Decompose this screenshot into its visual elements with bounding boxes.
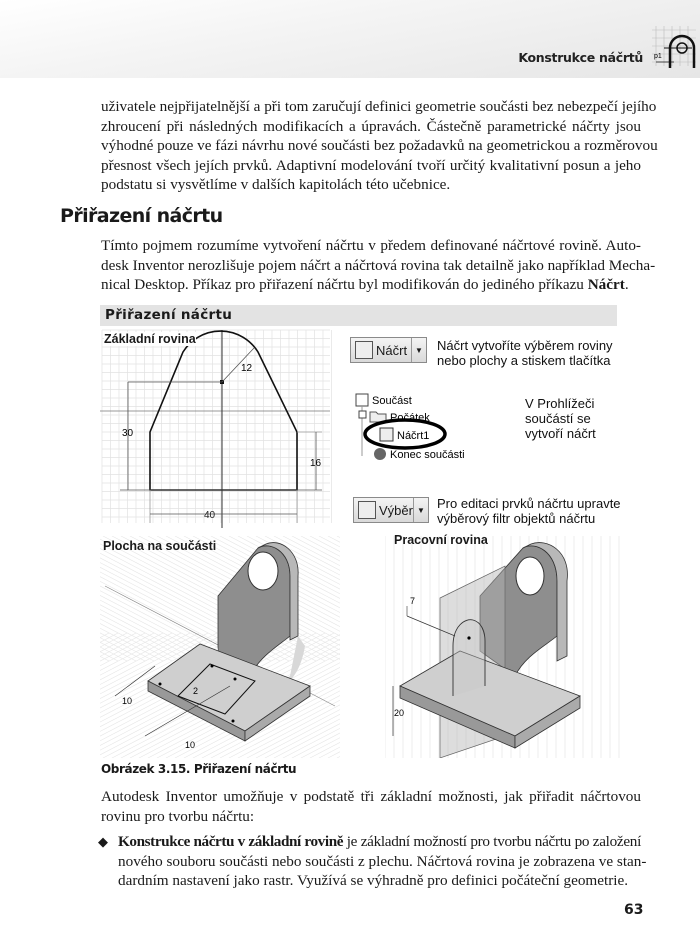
tree-item-end[interactable]: Konec součásti <box>390 449 465 461</box>
face-sketch-image <box>100 536 340 758</box>
end-of-part-icon <box>374 448 386 460</box>
text-line <box>101 275 641 295</box>
base-plane-sketch <box>100 328 335 528</box>
base-plane-label: Základní rovina <box>104 332 196 346</box>
work-plane-label: Pracovní rovina <box>394 533 488 547</box>
after-paragraph <box>101 787 641 826</box>
text-line: podstatu si vysvětlíme v dalších kapitolách této učebnice. <box>101 176 451 194</box>
text-line: zhroucení při následných modifikacích a úpravách. Částečně parametrické náčrty jsou <box>101 117 641 135</box>
tree-item-origin[interactable]: Počátek <box>390 412 430 424</box>
note-line: Pro editaci prvků náčrtu upravte <box>437 496 621 511</box>
sketch-note <box>437 338 613 368</box>
dim-radius: 12 <box>241 363 253 374</box>
figure-title: Přiřazení náčrtu <box>105 307 233 323</box>
note-line: V Prohlížeči <box>525 396 595 411</box>
dim-width: 40 <box>204 510 216 521</box>
text-line: výhodné pouze ve fázi návrhu nové součásti bez požadavků na geometrickou a rozměrovou <box>101 137 658 155</box>
note-line: součástí se <box>525 411 591 426</box>
dim-height: 30 <box>122 428 134 439</box>
face-dim: 2 <box>193 686 199 696</box>
sketch-icon <box>355 341 373 359</box>
header-band <box>0 0 700 78</box>
browser-note <box>525 396 596 441</box>
text-line: desk Inventor nerozlišuje pojem náčrt a náčrtová rovina tak detailně jako například Mecha- <box>101 256 656 274</box>
text-line: Autodesk Inventor umožňuje v podstatě tři základní možnosti, jak přiřadit náčrtovou <box>101 788 641 805</box>
part-icon <box>356 394 368 406</box>
text-line: Tímto pojmem rozumíme vytvoření náčrtu v předem definované náčrtové rovině. Auto- <box>101 237 641 254</box>
text-line: rovinu pro tvorbu náčrtu: <box>101 807 255 825</box>
text-line <box>118 832 641 852</box>
chevron-down-icon[interactable]: ▼ <box>411 338 426 362</box>
browser-tree <box>350 388 480 466</box>
text-line: nového souboru součásti nebo součásti z plechu. Náčrtová rovina je zobrazena ve stan- <box>118 852 647 870</box>
face-label: Plocha na součásti <box>103 539 217 553</box>
select-icon <box>358 501 376 519</box>
grid-line <box>100 633 109 758</box>
select-button-label: Výběr <box>379 502 413 518</box>
grid-line <box>100 536 172 661</box>
grid-line <box>100 536 109 661</box>
dim-side: 16 <box>310 458 322 469</box>
note-line: Náčrt vytvoříte výběrem roviny <box>437 338 613 353</box>
text-span: . <box>624 276 629 294</box>
text-line: dardním nastavení jako rastr. Využívá se výhradně pro definici počáteční geometrie. <box>118 872 629 890</box>
note-line: výběrový filtr objektů náčrtu <box>437 511 596 526</box>
command-name: Náčrt <box>587 276 625 294</box>
grid-line <box>100 536 145 661</box>
intro-paragraph <box>101 97 658 195</box>
bullet-marker: ◆ <box>98 834 108 849</box>
bullet-item <box>98 832 647 891</box>
figure-caption: Obrázek 3.15. Přiřazení náčrtu <box>101 762 297 776</box>
grid-line <box>100 536 127 661</box>
figure-title-bar <box>100 305 617 326</box>
bullet-term: Konstrukce náčrtu v základní rovině <box>118 833 344 850</box>
sketch-chapter-icon <box>652 22 698 70</box>
work-dim: 7 <box>410 596 416 606</box>
select-note <box>437 496 621 526</box>
text-span: je základní možností pro tvorbu náčrtu po založení <box>343 833 641 850</box>
tree-item-sketch1[interactable]: Náčrt1 <box>397 430 430 442</box>
chevron-down-icon[interactable]: ▼ <box>413 498 428 522</box>
section-paragraph <box>101 236 656 295</box>
select-button[interactable] <box>353 497 429 523</box>
sketch-button[interactable] <box>350 337 427 363</box>
tree-item-part[interactable]: Součást <box>372 395 412 407</box>
text-span: nical Desktop. Příkaz pro přiřazení náčrtu byl modifikován do jediného příkazu <box>101 276 588 294</box>
text-line: přesnost všech jejích prvků. Adaptivní modelování tvoří určitý kvalitativní posun a jeho <box>101 156 641 174</box>
text-line: uživatele nejpřijatelnější a při tom zaručují definici geometrie součásti bez nebezpečí jejího <box>101 98 657 115</box>
running-title: Konstrukce náčrtů <box>518 50 643 65</box>
expand-icon[interactable] <box>359 411 366 418</box>
note-line: vytvoří náčrt <box>525 426 596 441</box>
face-dim: 10 <box>185 740 196 750</box>
sketch-icon <box>380 428 393 441</box>
page-number: 63 <box>624 902 644 918</box>
face-dim: 10 <box>122 696 133 706</box>
section-heading: Přiřazení náčrtu <box>60 205 223 227</box>
icon-label: p1 <box>654 53 662 60</box>
sketch-button-label: Náčrt <box>376 342 408 358</box>
work-plane-image <box>385 536 620 758</box>
grid-line <box>100 536 235 661</box>
note-line: nebo plochy a stiskem tlačítka <box>437 353 611 368</box>
work-dim: 20 <box>394 708 405 718</box>
